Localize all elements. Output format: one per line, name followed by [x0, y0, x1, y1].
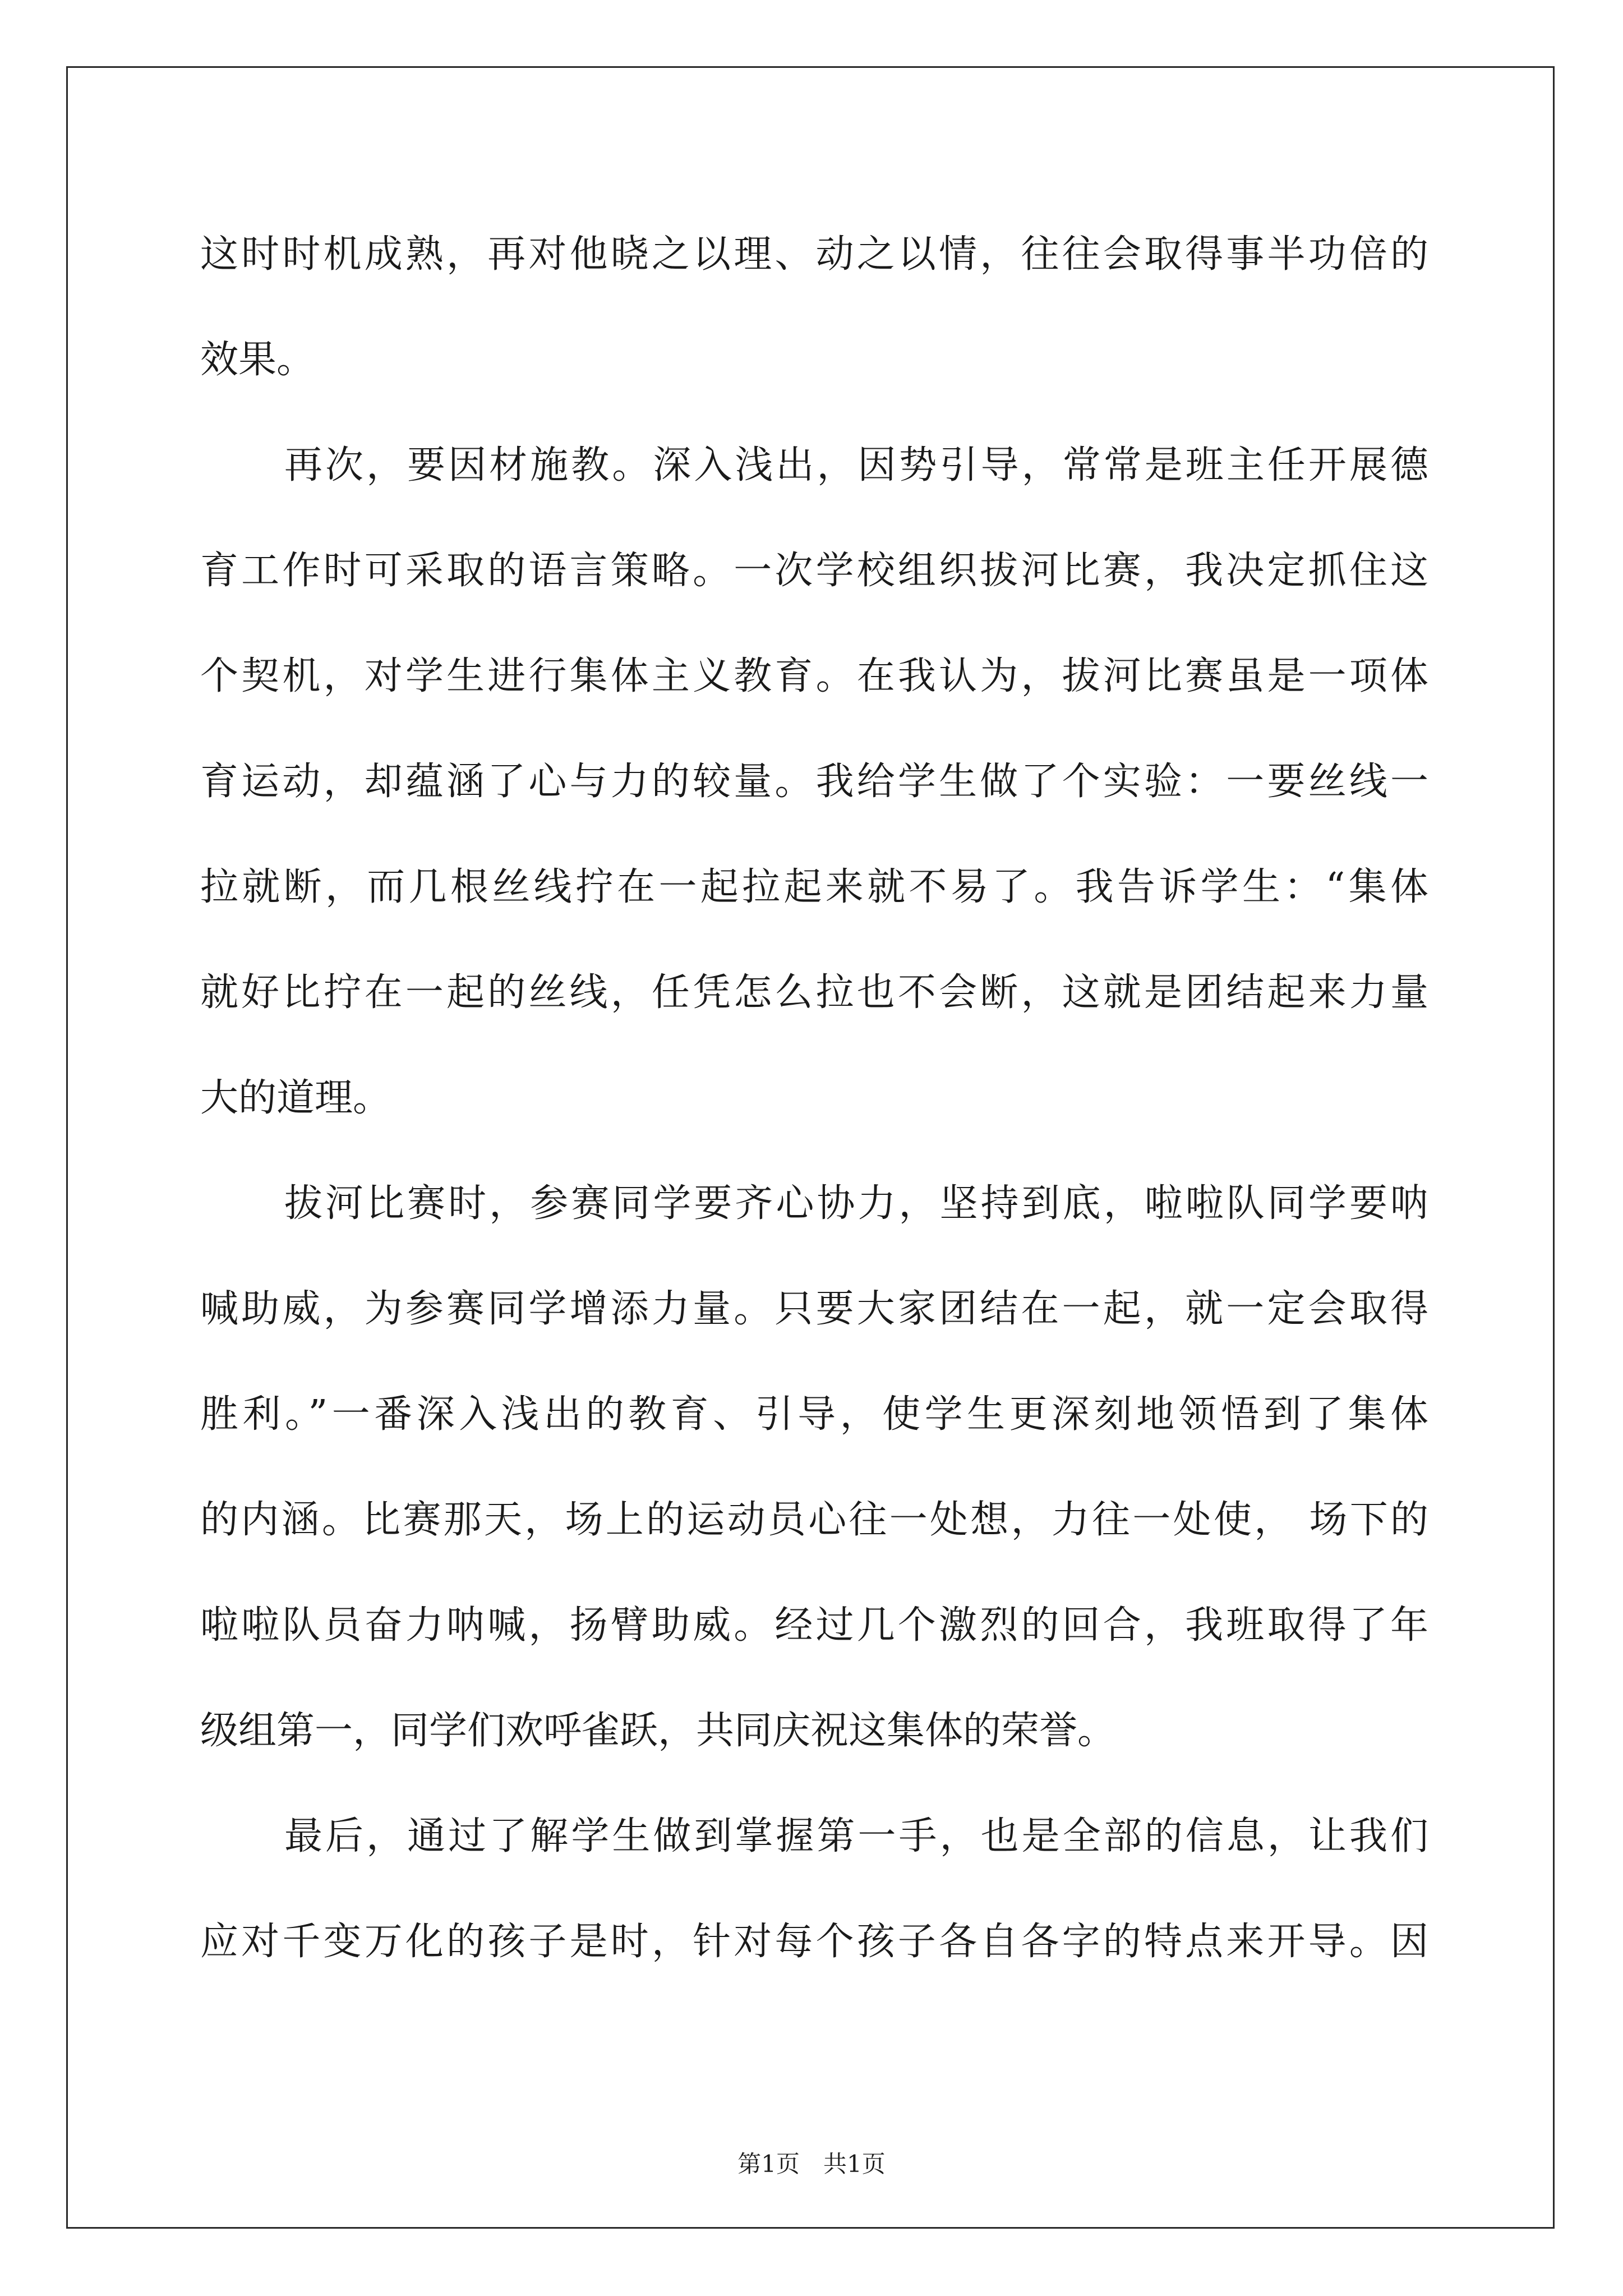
paragraph-1	[200, 202, 1428, 413]
text-line: 拉就断，而几根丝线拧在一起拉起来就不易了。我告诉学生：“集体	[200, 865, 1428, 909]
text-line: 的内涵。比赛那天，场上的运动员心往一处想，力往一处使， 场下的	[200, 1498, 1428, 1542]
text-line: 效果。	[200, 338, 315, 382]
text-line: 育工作时可采取的语言策略。一次学校组织拔河比赛，我决定抓住这	[200, 549, 1428, 593]
paragraph-4	[200, 1784, 1428, 1995]
document-body	[200, 202, 1428, 1995]
text-line: 就好比拧在一起的丝线，任凭怎么拉也不会断，这就是团结起来力量	[200, 970, 1428, 1015]
text-line: 拔河比赛时，参赛同学要齐心协力，坚持到底，啦啦队同学要呐	[284, 1181, 1428, 1226]
paragraph-2	[200, 413, 1428, 1151]
text-line: 应对千变万化的孩子是时，针对每个孩子各自各字的特点来开导。因	[200, 1920, 1428, 1964]
text-line: 育运动，却蕴涵了心与力的较量。我给学生做了个实验：一要丝线一	[200, 760, 1428, 804]
text-line: 这时时机成熟，再对他晓之以理、动之以情，往往会取得事半功倍的	[200, 232, 1428, 277]
text-line: 级组第一，同学们欢呼雀跃，共同庆祝这集体的荣誉。	[200, 1709, 1116, 1753]
text-line: 再次，要因材施教。深入浅出，因势引导，常常是班主任开展德	[284, 443, 1428, 487]
text-line: 胜利。”一番深入浅出的教育、引导，使学生更深刻地领悟到了集体	[200, 1392, 1428, 1437]
text-line: 最后，通过了解学生做到掌握第一手，也是全部的信息，让我们	[284, 1814, 1428, 1858]
paragraph-3	[200, 1151, 1428, 1784]
text-line: 喊助威，为参赛同学增添力量。只要大家团结在一起，就一定会取得	[200, 1287, 1428, 1331]
text-line: 大的道理。	[200, 1076, 391, 1120]
page-number-footer: 第1页 共1页	[737, 2150, 886, 2178]
text-line: 个契机，对学生进行集体主义教育。在我认为，拔河比赛虽是一项体	[200, 654, 1428, 698]
text-line: 啦啦队员奋力呐喊，扬臂助威。经过几个激烈的回合，我班取得了年	[200, 1603, 1428, 1648]
